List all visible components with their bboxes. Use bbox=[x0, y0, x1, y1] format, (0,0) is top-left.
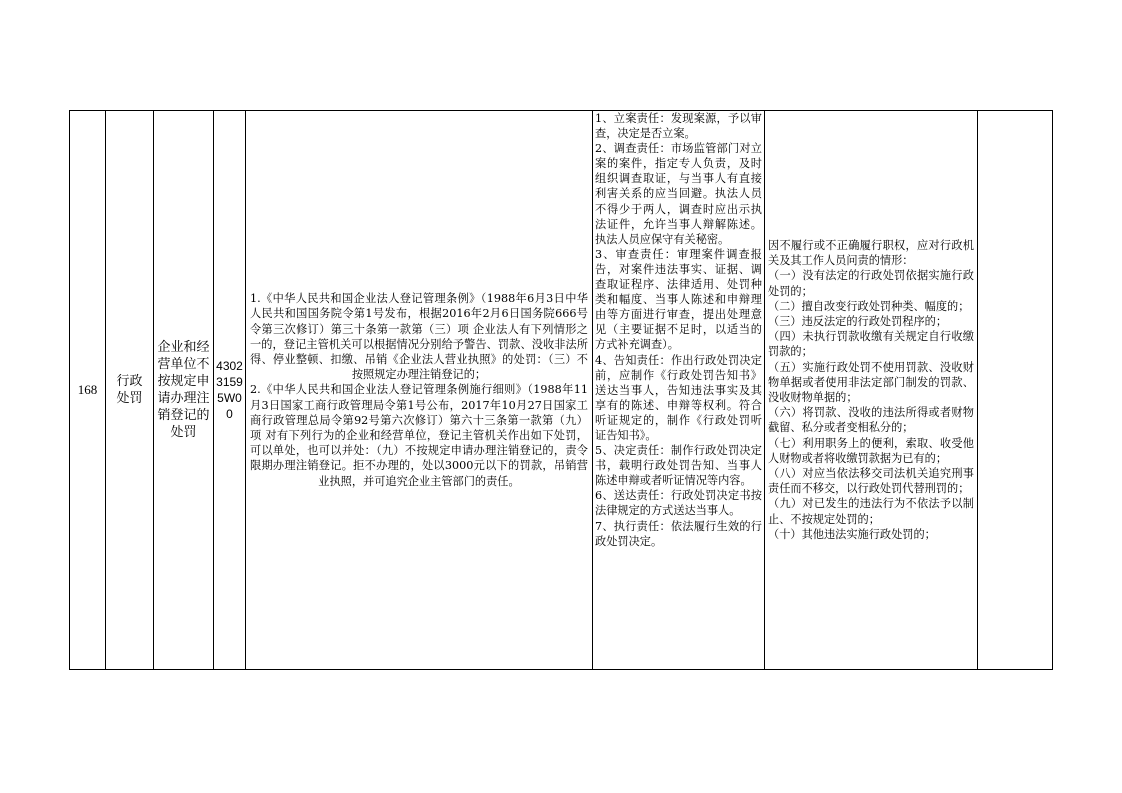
item-code-line: 4302 bbox=[216, 359, 243, 373]
accountability-item: （八）对应当依法移交司法机关追究刑事责任而不移交，以行政处罚代替刑罚的； bbox=[768, 467, 974, 496]
responsibility-item: 1、立案责任：发现案源，予以审查，决定是否立案。 bbox=[595, 112, 762, 141]
responsibility-item: 2、调查责任：市场监管部门对立案的案件，指定专人负责，及时组织调查取证，与当事人有直接利害关系的应当回避。执法人员不得少于两人，调查时应出示执法证件，允许当事人辩解陈述。执法人员应保守有关秘密。 bbox=[595, 142, 762, 246]
responsibility-item: 4、告知责任：作出行政处罚决定前，应制作《行政处罚告知书》送达当事人，告知违法事实及其享有的陈述、申辩等权利。符合听证规定的，制作《行政处罚听证告知书》。 bbox=[595, 353, 762, 442]
responsibility-item: 7、执行责任：依法履行生效的行政处罚决定。 bbox=[595, 519, 762, 548]
accountability-item: （九）对已发生的违法行为不依法予以制止、不按规定处罚的； bbox=[768, 497, 974, 526]
accountability-item: 因不履行或不正确履行职权，应对行政机关及其工作人员问责的情形： bbox=[768, 238, 974, 268]
accountability-cases bbox=[765, 111, 978, 670]
accountability-item: （四）未执行罚款收缴有关规定自行收缴罚款的； bbox=[768, 330, 974, 359]
accountability-item: （六）将罚款、没收的违法所得或者财物截留、私分或者变相私分的； bbox=[768, 406, 974, 435]
power-category bbox=[106, 111, 154, 670]
remarks-cell bbox=[978, 111, 1053, 670]
responsibility-items bbox=[593, 111, 765, 670]
item-code-line: 5W0 bbox=[217, 391, 242, 405]
item-code-line: 0 bbox=[226, 407, 233, 421]
legal-basis-item: 2.《中华人民共和国企业法人登记管理条例施行细则》（1988年11月3日国家工商行政管理局令第1号公布，2017年10月27日国家工商行政管理总局令第92号第六次修订）第六十三条第一款第（九）项 对有下列行为的企业和经营单位，登记主管机关作出如下处罚，可以单处，也可以并处：（九）不按规定申请办理注销登记的，责令限期办理注销登记。拒不办理的，处以3000元以下的罚款，吊销营业执照，并可追究企业主管部门的责任。 bbox=[250, 383, 588, 488]
responsibility-item: 6、送达责任：行政处罚决定书按法律规定的方式送达当事人。 bbox=[595, 489, 762, 518]
accountability-item: （七）利用职务上的便利，索取、收受他人财物或者将收缴罚款据为已有的； bbox=[768, 436, 974, 465]
item-name-text: 企业和经营单位不按规定申请办理注销登记的处罚 bbox=[157, 340, 210, 440]
legal-basis bbox=[246, 111, 593, 670]
responsibility-item: 5、决定责任：制作行政处罚决定书，载明行政处罚告知、当事人陈述申辩或者听证情况等内容。 bbox=[595, 444, 762, 488]
item-name bbox=[154, 111, 214, 670]
accountability-item: （二）擅自改变行政处罚种类、幅度的； bbox=[768, 299, 970, 313]
accountability-item: （十）其他违法实施行政处罚的； bbox=[768, 527, 936, 541]
item-code bbox=[214, 111, 246, 670]
accountability-item: （一）没有法定的行政处罚依据实施行政处罚的； bbox=[768, 269, 974, 298]
accountability-item: （三）违反法定的行政处罚程序的； bbox=[768, 314, 948, 328]
row-number: 168 bbox=[70, 111, 106, 670]
accountability-item: （五）实施行政处罚不使用罚款、没收财物单据或者使用非法定部门制发的罚款、没收财物单据的； bbox=[768, 360, 974, 404]
legal-basis-item: 1.《中华人民共和国企业法人登记管理条例》（1988年6月3日中华人民共和国国务院令第1号发布，根据2016年2月6日国务院666号令第三次修订）第三十条第一款第（三）项 企业法人有下列情形之一的，登记主管机关可以根据情况分别给予警告、罚款、没收非法所得、停业整顿、扣缴、吊销《企业法人营业执照》的处罚：（三）不按照规定办理注销登记的； bbox=[250, 292, 588, 382]
item-code-line: 3159 bbox=[216, 375, 243, 389]
table-row bbox=[70, 111, 1053, 670]
power-category-text: 行政处罚 bbox=[116, 374, 143, 406]
power-list-table bbox=[69, 110, 1053, 670]
responsibility-item: 3、审查责任：审理案件调查报告，对案件违法事实、证据、调查取证程序、法律适用、处罚种类和幅度、当事人陈述和申辩理由等方面进行审查，提出处理意见（主要证据不足时，以适当的方式补充调查）。 bbox=[595, 247, 762, 352]
